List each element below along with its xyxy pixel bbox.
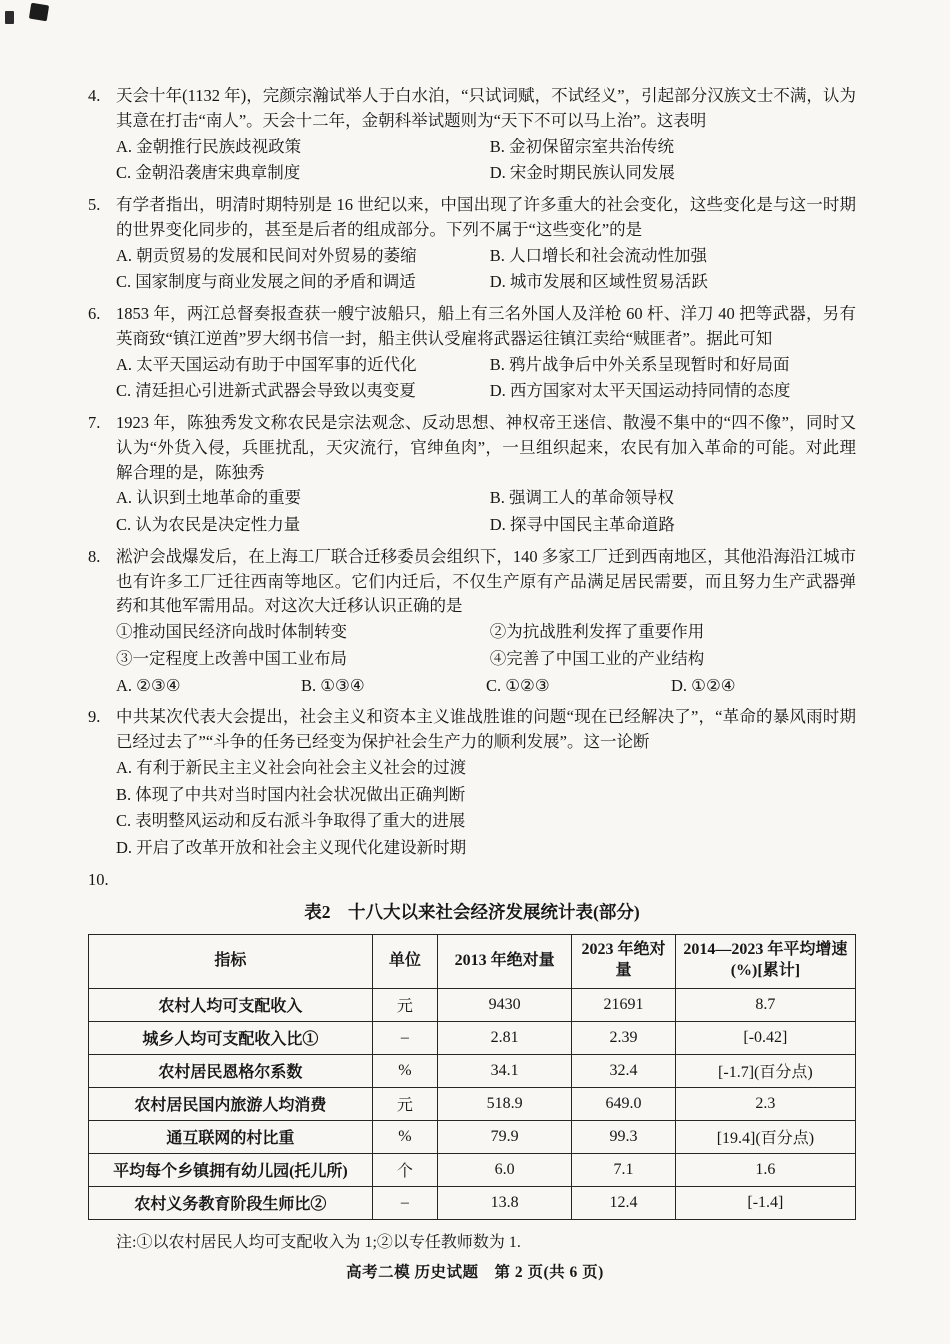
question-4 (88, 84, 856, 187)
option: B. 鸦片战争后中外关系呈现暂时和好局面 (489, 354, 790, 374)
statistics-table-block (88, 899, 856, 1252)
table-row (89, 1120, 856, 1153)
cell-2023-value: 2.39 (572, 1021, 676, 1054)
option: D. 开启了改革开放和社会主义现代化建设新时期 (116, 838, 467, 857)
cell-unit: 元 (372, 1087, 437, 1120)
cell-indicator: 农村居民恩格尔系数 (89, 1054, 373, 1087)
statement: ①推动国民经济向战时体制转变 (116, 622, 347, 641)
question-stem: 中共某次代表大会提出，社会主义和资本主义谁战胜谁的问题“现在已经解决了”，“革命的暴风雨时期已经过去了”“斗争的任务已经变为保护社会生产力的顺利发展”。这一论断 (116, 707, 856, 751)
cell-growth-value: [19.4](百分点) (675, 1120, 855, 1153)
question-stem-line (88, 193, 856, 243)
cell-2013-value: 79.9 (437, 1120, 571, 1153)
question-number: 4. (88, 86, 101, 105)
table-body (89, 988, 856, 1219)
option: D. 探寻中国民主革命道路 (489, 515, 675, 534)
cell-2013-value: 2.81 (437, 1021, 571, 1054)
question-6-options (88, 352, 856, 406)
question-6 (88, 302, 856, 405)
table-row (89, 988, 856, 1021)
col-header-2013: 2013 年绝对量 (437, 934, 571, 988)
table-row (89, 1054, 856, 1087)
cell-2023-value: 21691 (572, 988, 676, 1021)
question-9 (88, 705, 856, 862)
table-row (89, 1087, 856, 1120)
option: A. 太平天国运动有助于中国军事的近代化 (116, 354, 417, 374)
col-header-growth: 2014—2023 年平均增速(%)[累计] (675, 934, 855, 988)
cell-unit: 元 (372, 988, 437, 1021)
cell-unit: – (372, 1186, 437, 1219)
option: A. 认识到土地革命的重要 (116, 488, 302, 508)
option: A. 金朝推行民族歧视政策 (116, 136, 302, 156)
question-stem-line (88, 302, 856, 352)
table-header-row (89, 934, 856, 988)
cell-indicator: 通互联网的村比重 (89, 1120, 373, 1153)
option: D. 宋金时期民族认同发展 (489, 163, 675, 183)
question-number: 5. (88, 195, 101, 214)
option: B. 体现了中共对当时国内社会状况做出正确判断 (116, 784, 466, 804)
question-4-options (88, 134, 856, 188)
option: C. ①②③ (486, 675, 550, 695)
question-stem: 1923 年，陈独秀发文称农民是宗法观念、反动思想、神权帝王迷信、散漫不集中的“四不像”，同时又认为“外货入侵，兵匪扰乱，天灾流行，官绅鱼肉”，一旦组织起来，农民有加入革命的可能。对此理解合理的是，陈独秀 (116, 413, 856, 482)
cell-unit: 个 (372, 1153, 437, 1186)
statement: ②为抗战胜利发挥了重要作用 (489, 622, 705, 641)
cell-2023-value: 99.3 (572, 1120, 676, 1153)
statement: ④完善了中国工业的产业结构 (489, 648, 705, 668)
cell-growth-value: [-1.4] (675, 1186, 855, 1219)
statement: ③一定程度上改善中国工业布局 (116, 648, 347, 668)
cell-2013-value: 9430 (437, 988, 571, 1021)
question-7-options (88, 485, 856, 539)
table-row (89, 1186, 856, 1219)
cell-indicator: 城乡人均可支配收入比① (89, 1021, 373, 1054)
col-header-2023: 2023 年绝对量 (572, 934, 676, 988)
table-row (89, 1021, 856, 1054)
question-stem: 淞沪会战爆发后，在上海工厂联合迁移委员会组织下，140 多家工厂迁到西南地区，其他沿海沿江城市也有许多工厂迁往西南等地区。它们内迁后，不仅生产原有产品满足居民需要，而且努力生产武器弹药和其他军需用品。对这次大迁移认识正确的是 (116, 546, 856, 616)
cell-2023-value: 7.1 (572, 1153, 676, 1186)
question-number: 10. (88, 869, 109, 889)
question-7 (88, 411, 856, 539)
cell-indicator: 农村居民国内旅游人均消费 (89, 1087, 373, 1120)
col-header-indicator: 指标 (89, 934, 373, 988)
option: D. 城市发展和区域性贸易活跃 (489, 272, 708, 292)
question-stem-line (88, 84, 856, 134)
option: B. 人口增长和社会流动性加强 (489, 245, 707, 265)
cell-unit: – (372, 1021, 437, 1054)
question-stem: 有学者指出，明清时期特别是 16 世纪以来，中国出现了许多重大的社会变化，这些变化是与这一时期的世界变化同步的，甚至是后者的组成部分。下列不属于“这些变化”的是 (116, 195, 856, 239)
statistics-table (88, 934, 856, 1220)
cell-growth-value: 1.6 (675, 1153, 855, 1186)
cell-2013-value: 13.8 (437, 1186, 571, 1219)
option: D. 西方国家对太平天国运动持同情的态度 (489, 381, 791, 401)
option: D. ①②④ (671, 675, 736, 695)
question-number: 7. (88, 413, 101, 432)
option: A. ②③④ (116, 675, 181, 695)
table-title: 表2 十八大以来社会经济发展统计表(部分) (304, 901, 640, 922)
question-8 (88, 545, 856, 700)
page-footer: 高考二模 历史试题 第 2 页(共 6 页) (346, 1264, 604, 1281)
cell-2013-value: 6.0 (437, 1153, 571, 1186)
question-10 (88, 868, 856, 1252)
question-stem-line (88, 411, 856, 485)
col-header-unit: 单位 (372, 934, 437, 988)
question-stem: 1853 年，两江总督奏报查获一艘宁波船只，船上有三名外国人及洋枪 60 杆、洋刀 40 把等武器，另有英商致“镇江逆酋”罗大纲书信一封，船主供认受雇将武器运往镇江卖给“贼匪者”。据此可知 (116, 304, 856, 348)
option: C. 清廷担心引进新式武器会导致以夷变夏 (116, 381, 416, 401)
cell-2023-value: 649.0 (572, 1087, 676, 1120)
question-stem-line (88, 705, 856, 755)
question-number: 6. (88, 304, 101, 323)
question-stem-line (88, 868, 856, 893)
question-number: 9. (88, 707, 101, 727)
question-stem-line (88, 545, 856, 619)
table-row (89, 1153, 856, 1186)
cell-2013-value: 34.1 (437, 1054, 571, 1087)
table-note: 注:①以农村居民人均可支配收入为 1;②以专任教师数为 1. (116, 1233, 521, 1251)
cell-indicator: 农村人均可支配收入 (89, 988, 373, 1021)
option: C. 表明整风运动和反右派斗争取得了重大的进展 (116, 811, 466, 831)
cell-growth-value: 2.3 (675, 1087, 855, 1120)
cell-growth-value: [-1.7](百分点) (675, 1054, 855, 1087)
cell-2023-value: 32.4 (572, 1054, 676, 1087)
option: C. 金朝沿袭唐宋典章制度 (116, 163, 301, 183)
question-number: 8. (88, 546, 101, 566)
cell-2023-value: 12.4 (572, 1186, 676, 1219)
option: B. 强调工人的革命领导权 (489, 488, 674, 508)
option: B. ①③④ (301, 675, 365, 695)
question-8-statements (88, 619, 856, 673)
option: C. 国家制度与商业发展之间的矛盾和调适 (116, 272, 416, 292)
option: C. 认为农民是决定性力量 (116, 515, 301, 534)
question-8-options (88, 673, 856, 700)
option: A. 朝贡贸易的发展和民间对外贸易的萎缩 (116, 245, 417, 265)
cell-2013-value: 518.9 (437, 1087, 571, 1120)
cell-indicator: 农村义务教育阶段生师比② (89, 1186, 373, 1219)
question-5-options (88, 243, 856, 297)
question-5 (88, 193, 856, 296)
option: B. 金初保留宗室共治传统 (489, 136, 674, 156)
option: A. 有利于新民主主义社会向社会主义社会的过渡 (116, 757, 467, 777)
scan-artifact (5, 11, 14, 24)
cell-unit: % (372, 1054, 437, 1087)
scan-artifact (29, 3, 49, 22)
cell-unit: % (372, 1120, 437, 1153)
question-stem: 天会十年(1132 年)，完颜宗瀚试举人于白水泊，“只试词赋，不试经义”，引起部分汉族文士不满，认为其意在打击“南人”。天会十二年，金朝科举试题则为“天下不可以马上治”。这表明 (116, 86, 856, 130)
cell-growth-value: [-0.42] (675, 1021, 855, 1054)
question-9-options (88, 755, 856, 862)
cell-growth-value: 8.7 (675, 988, 855, 1021)
cell-indicator: 平均每个乡镇拥有幼儿园(托儿所) (89, 1153, 373, 1186)
